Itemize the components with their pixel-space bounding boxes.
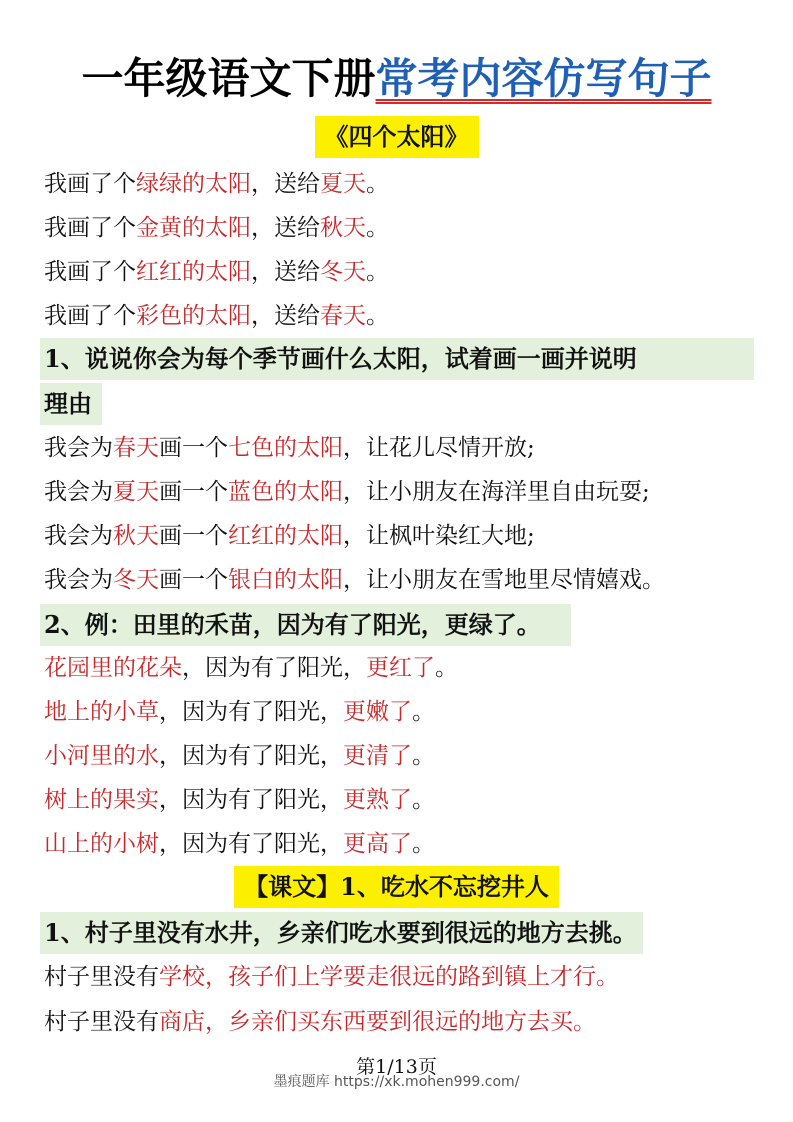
section-heading-lesson <box>0 866 793 908</box>
sentence-line: 我画了个金黄的太阳，送给秋天。 <box>44 215 389 241</box>
sentence-line: 我会为秋天画一个红红的太阳，让枫叶染红大地; <box>44 523 535 549</box>
question-heading: 2、例：田里的禾苗，因为有了阳光，更绿了。 <box>40 604 571 646</box>
title-black-part: 一年级语文下册 <box>81 54 376 103</box>
section-heading-four-suns <box>0 116 793 158</box>
question-heading: 1、村子里没有水井，乡亲们吃水要到很远的地方去挑。 <box>40 912 643 954</box>
sentence-line: 我画了个红红的太阳，送给冬天。 <box>44 259 389 285</box>
sentence-line: 地上的小草，因为有了阳光，更嫩了。 <box>44 699 435 725</box>
section-heading-label: 《四个太阳》 <box>315 116 479 158</box>
sentence-line: 山上的小树，因为有了阳光，更高了。 <box>44 831 435 857</box>
section-heading-label: 【课文】1、吃水不忘挖井人 <box>234 866 559 908</box>
sentence-line: 花园里的花朵，因为有了阳光，更红了。 <box>44 655 458 681</box>
sentence-line: 小河里的水，因为有了阳光，更清了。 <box>44 743 435 769</box>
sentence-line: 我画了个彩色的太阳，送给春天。 <box>44 303 389 329</box>
sentence-line: 我会为春天画一个七色的太阳，让花儿尽情开放; <box>44 435 535 461</box>
title-blue-part: 常考内容仿写句子 <box>375 54 712 103</box>
sentence-line: 树上的果实，因为有了阳光，更熟了。 <box>44 787 435 813</box>
page-number: 第1/13页 <box>356 1056 437 1078</box>
question-heading-continued: 理由 <box>40 383 102 425</box>
page-title <box>0 52 793 106</box>
sentence-line: 村子里没有学校，孩子们上学要走很远的路到镇上才行。 <box>44 964 619 990</box>
source-watermark: 墨痕题库 https://xk.mohen999.com/ <box>273 1074 520 1090</box>
question-heading: 1、说说你会为每个季节画什么太阳，试着画一画并说明 <box>40 338 754 380</box>
sentence-line: 村子里没有商店，乡亲们买东西要到很远的地方去买。 <box>44 1009 596 1035</box>
sentence-line: 我会为冬天画一个银白的太阳，让小朋友在雪地里尽情嬉戏。 <box>44 567 665 593</box>
sentence-line: 我会为夏天画一个蓝色的太阳，让小朋友在海洋里自由玩耍; <box>44 479 650 505</box>
sentence-line: 我画了个绿绿的太阳，送给夏天。 <box>44 171 389 197</box>
